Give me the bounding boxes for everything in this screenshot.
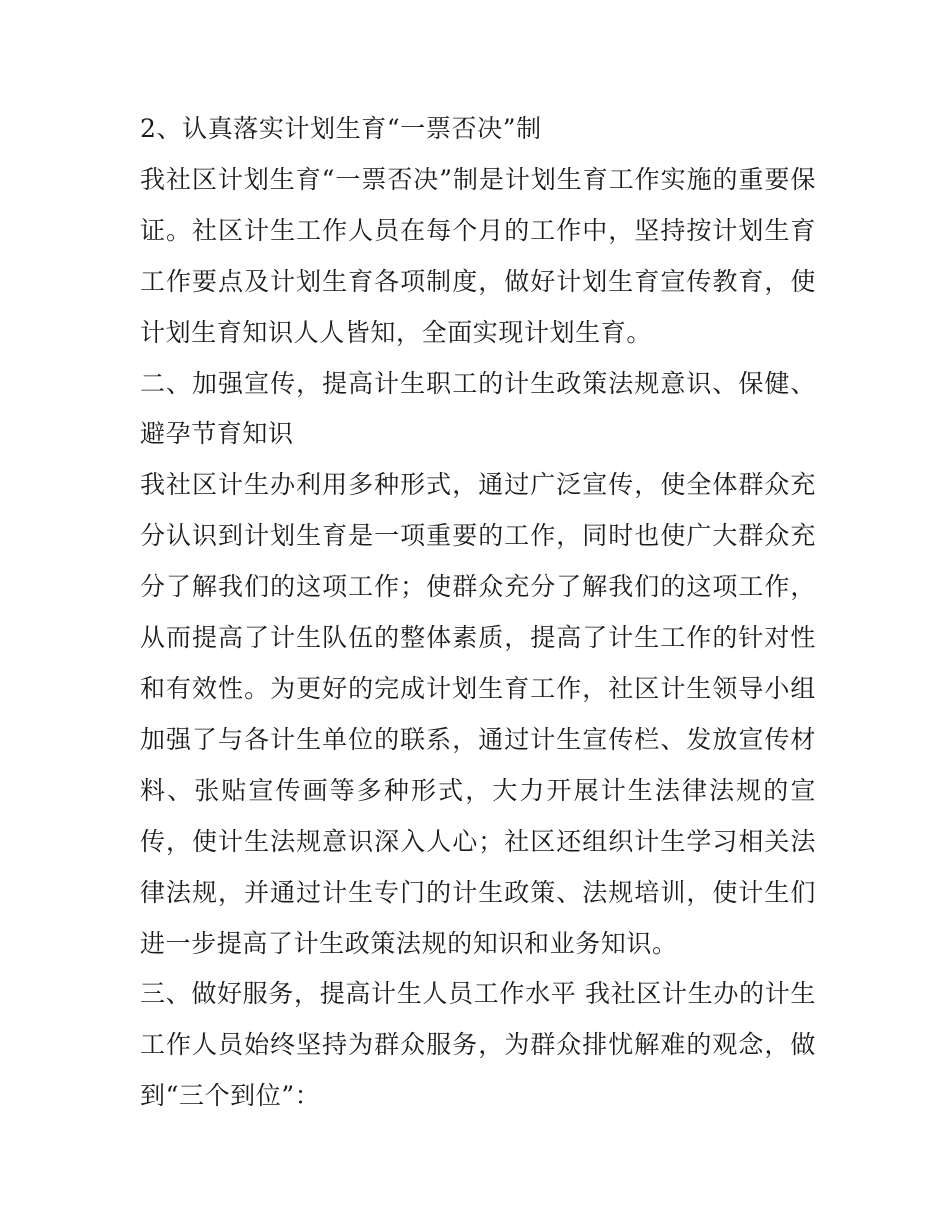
section-heading-service: 三、做好服务，提高计生人员工作水平 我社区计生办的计生工作人员始终坚持为群众服务，为群众排忧解难的观念，做到“三个到位”： [140,979,816,1111]
paragraph-publicity: 我社区计生办利用多种形式，通过广泛宣传，使全体群众充分认识到计划生育是一项重要的工作，同时也使广大群众充分了解我们的这项工作；使群众充分了解我们的这项工作，从而提高了计生队伍的整体素质，提高了计生工作的针对性和有效性。为更好的完成计划生育工作，社区计生领导小组加强了与各计生单位的联系，通过计生宣传栏、发放宣传材料、张贴宣传画等多种形式，大力开展计生法律法规的宣传，使计生法规意识深入人心；社区还组织计生学习相关法律法规，并通过计生专门的计生政策、法规培训，使计生们进一步提高了计生政策法规的知识和业务知识。 [140,470,816,958]
document-body [140,104,816,1122]
section-heading-publicity: 二、加强宣传，提高计生职工的计生政策法规意识、保健、避孕节育知识 [140,368,816,449]
paragraph-one-vote-veto: 我社区计划生育“一票否决”制是计划生育工作实施的重要保证。社区计生工作人员在每个月的工作中，坚持按计划生育工作要点及计划生育各项制度，做好计划生育宣传教育，使计划生育知识人人皆知，全面实现计划生育。 [140,164,816,347]
subheading-one-vote-veto: 2、认真落实计划生育“一票否决”制 [140,114,542,143]
